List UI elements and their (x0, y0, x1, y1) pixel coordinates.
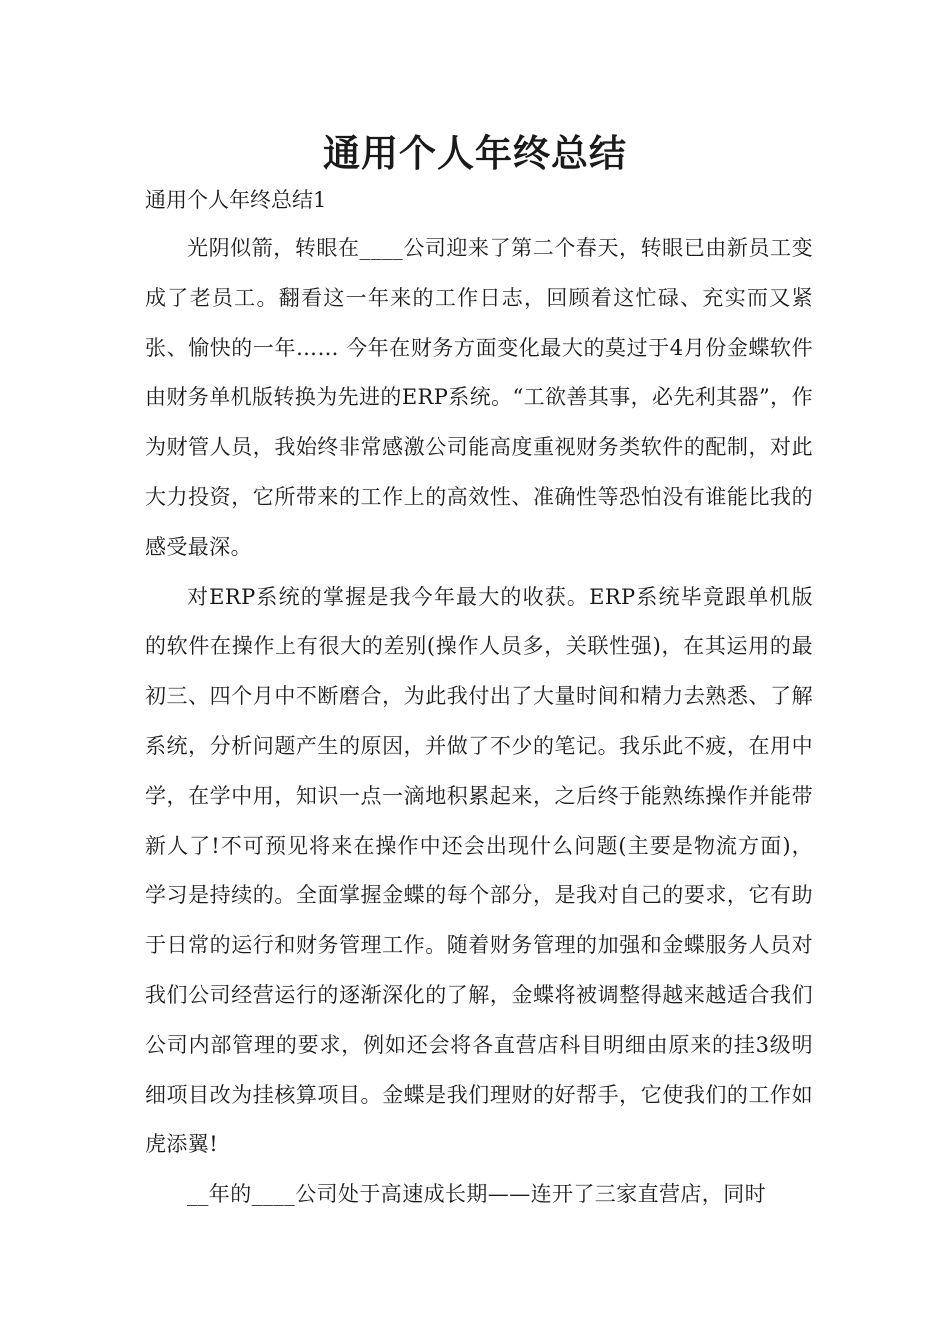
paragraph-2: 对ERP系统的掌握是我今年最大的收获。ERP系统毕竟跟单机版的软件在操作上有很大的差别(操作人员多，关联性强)，在其运用的最初三、四个月中不断磨合，为此我付出了大量时间和精力去熟悉、了解系统，分析问题产生的原因，并做了不少的笔记。我乐此不疲，在用中学，在学中用，知识一点一滴地积累起来，之后终于能熟练操作并能带新人了!不可预见将来在操作中还会出现什么问题(主要是物流方面)，学习是持续的。全面掌握金蝶的每个部分，是我对自己的要求，它有助于日常的运行和财务管理工作。随着财务管理的加强和金蝶服务人员对我们公司经营运行的逐渐深化的了解，金蝶将被调整得越来越适合我们公司内部管理的要求，例如还会将各直营店科目明细由原来的挂3级明细项目改为挂核算项目。金蝶是我们理财的好帮手，它使我们的工作如虎添翼! (145, 584, 813, 1157)
paragraph-3: __年的____公司处于高速成长期——连开了三家直营店，同时 (187, 1182, 766, 1207)
document-title: 通用个人年终总结 (323, 131, 627, 175)
section-heading: 通用个人年终总结1 (145, 188, 327, 212)
document-body (145, 224, 813, 1220)
paragraph-1: 光阴似箭，转眼在____公司迎来了第二个春天，转眼已由新员工变成了老员工。翻看这一年来的工作日志，回顾着这忙碌、充实而又紧张、愉快的一年…… 今年在财务方面变化最大的莫过于4月份金蝶软件由财务单机版转换为先进的ERP系统。“工欲善其事，必先利其器”，作为财管人员，我始终非常感激公司能高度重视财务类软件的配制，对此大力投资，它所带来的工作上的高效性、准确性等恐怕没有谁能比我的感受最深。 (145, 236, 813, 559)
